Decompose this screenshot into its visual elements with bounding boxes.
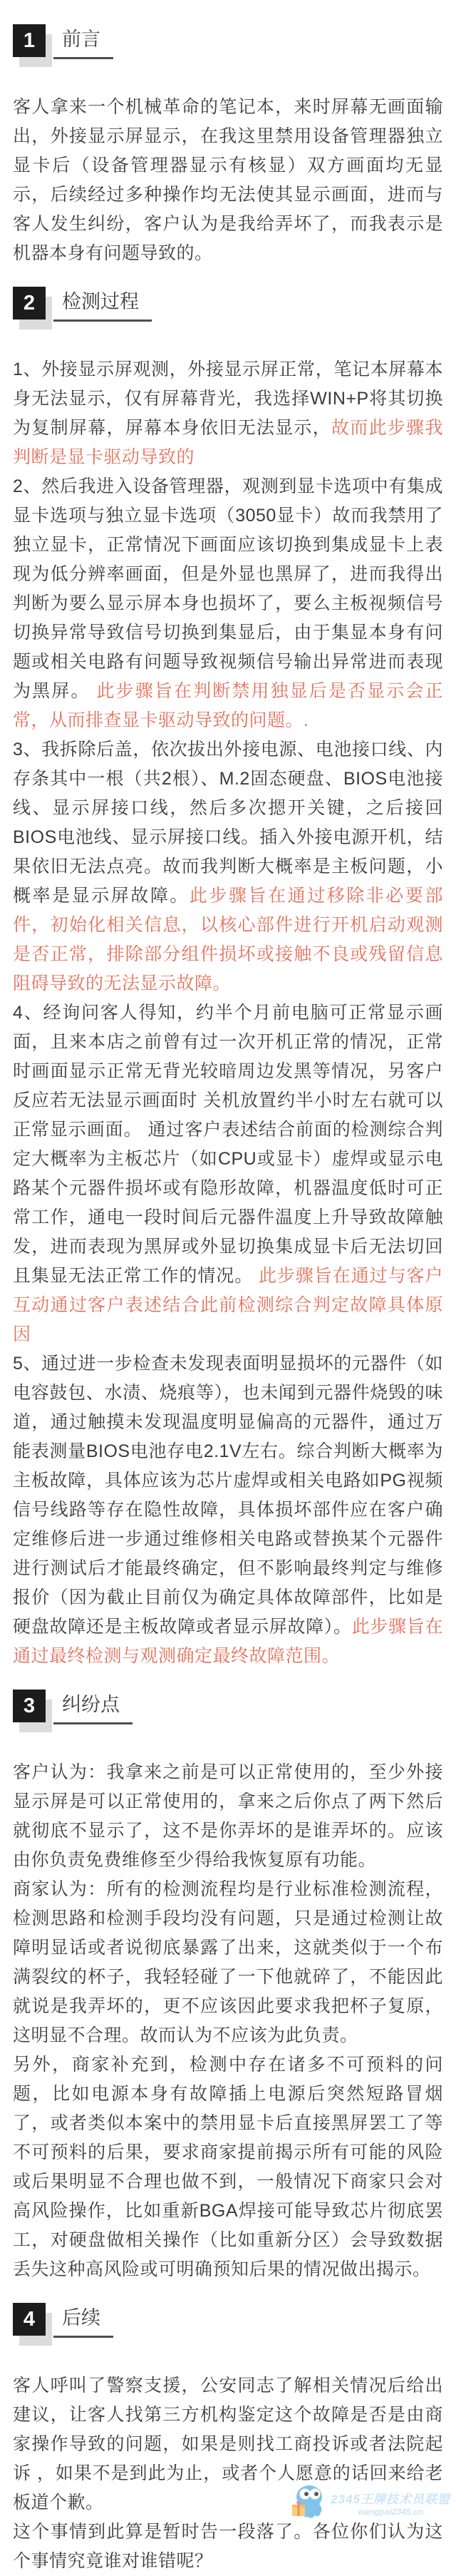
paragraph-text: 5、通过进一步检查未发现表面明显损坏的元器件（如电容鼓包、水渍、烧痕等），也未闻到元器件烧毁的味道，通过触摸未发现温度明显偏高的元器件，通过万能表测量BIOS电池存电2.1V左右。综合判断大概率为主板故障，具体应该为芯片虚焊或相关电路如PG视频信号线路等存在隐性故障，具体损坏部件应在客户确定维修后进一步通过维修相关电路或替换某个元器件进行测试后才能最终确定，但不影响最终判定与维修报价（因为截止目前仅为确定具体故障部件，比如是硬盘故障还是主板故障或者显示屏故障）。 bbox=[13, 1354, 443, 1637]
paragraph-text: 客人拿来一个机械革命的笔记本，来时屏幕无画面输出，外接显示屏显示，在我这里禁用设备管理器独立显卡后（设备管理器显示有核显）双方画面均无显示，后续经过多种操作均无法使其显示画面，进而与客人发生纠纷，客户认为是我给弄坏了，而我表示是机器本身有问题导致的。 bbox=[13, 97, 443, 263]
paragraph-text: 客人呼叫了警察支援，公安同志了解相关情况后给出建议，让客人找第三方机构鉴定这个故障是否是由商家操作导致的问题，如果是则找工商投诉或者法院起诉 ，如果不是到此为止，或者个人愿意的话回来给老板道个歉。 bbox=[13, 2376, 443, 2513]
section-number-box bbox=[13, 24, 53, 68]
paragraph-text: 3、我拆除后盖，依次拔出外接电源、电池接口线、内存条其中一根（共2根）、M.2固态硬盘、BIOS电池接线、显示屏接口线，然后多次摁开关键，之后接回BIOS电池线、显示屏接口线。插入外接电源开机，结果依旧无法点亮。故而我判断大概率是主板问题，小概率是显示屏故障。 bbox=[13, 740, 443, 906]
section-title: 后续 bbox=[53, 2303, 113, 2338]
section-number: 4 bbox=[13, 2303, 46, 2336]
section-number-box bbox=[13, 287, 53, 331]
customer-view-paragraph bbox=[13, 1758, 443, 1875]
detection-step-2 bbox=[13, 472, 443, 735]
watermark-text bbox=[331, 2489, 450, 2517]
section-title: 检测过程 bbox=[53, 287, 152, 322]
section-number-box bbox=[13, 2303, 53, 2347]
closing-question-paragraph bbox=[13, 2518, 443, 2576]
section-number: 2 bbox=[13, 287, 46, 320]
watermark-brand: 2345王牌技术员联盟 bbox=[331, 2493, 450, 2506]
watermark-url: wangpai2345.cn bbox=[358, 2507, 424, 2517]
section-header-followup bbox=[13, 2303, 443, 2347]
mascot-icon bbox=[286, 2481, 328, 2525]
paragraph-text: 1、外接显示屏观测，外接显示屏正常，笔记本屏幕本身无法显示，仅有屏幕背光，我选择WIN+P将其切换为复制屏幕，屏幕本身依旧无法显示， bbox=[13, 359, 443, 438]
paragraph-text: 这个事情到此算是暂时告一段落了。各位你们认为这个事情究竟谁对谁错呢？ bbox=[13, 2522, 443, 2571]
section-header-detection bbox=[13, 287, 443, 331]
section-header-dispute bbox=[13, 1690, 443, 1734]
paragraph-note: 此步骤旨在通过移除非必要部件，初始化相关信息，以核心部件进行开机启动观测是否正常，排除部分组件损坏或接触不良或残留信息阻碍导致的无法显示故障。 bbox=[13, 886, 443, 993]
paragraph-text: 2、然后我进入设备管理器，观测到显卡选项中有集成显卡选项与独立显卡选项（3050显卡）故而我禁用了独立显卡，正常情况下画面应该切换到集成显卡上表现为低分辨率画面，但是外显也黑屏了，进而我得出判断为要么显示屏本身也损坏了，要么主板视频信号切换异常导致信号切换到集显后，由于集显本身有问题或相关电路有问题导致视频信号输出异常进而表现为黑屏。 bbox=[13, 476, 443, 701]
detection-step-4 bbox=[13, 998, 443, 1349]
paragraph-text: 客户认为：我拿来之前是可以正常使用的，至少外接显示屏是可以正常使用的，拿来之后你点了两下然后就彻底不显示了，这不是你弄坏的是谁弄坏的。应该由你负责免费维修至少得给我恢复原有功能。 bbox=[13, 1762, 443, 1870]
section-number: 1 bbox=[13, 24, 46, 57]
paragraph-text: 另外，商家补充到，检测中存在诸多不可预料的问题，比如电源本身有故障插上电源后突然短路冒烟了，或者类似本案中的禁用显卡后直接黑屏罢工了等不可预料的后果，要求商家提前揭示所有可能的风险或后果明显不合理也做不到，一般情况下商家只会对高风险操作，比如重新BGA焊接可能导致芯片彻底罢工，对硬盘做相关操作（比如重新分区）会导致数据丢失这种高风险或可明确预知后果的情况做出揭示。 bbox=[13, 2055, 443, 2279]
section-number: 3 bbox=[13, 1690, 46, 1722]
detection-step-5 bbox=[13, 1349, 443, 1671]
merchant-view-paragraph bbox=[13, 1875, 443, 2050]
detection-step-1 bbox=[13, 355, 443, 472]
section-title: 前言 bbox=[53, 24, 113, 59]
paragraph-note: 此步骤旨在通过最终检测与观测确定最终故障范围。 bbox=[13, 1617, 443, 1666]
paragraph-note: 此步骤旨在判断禁用独显后是否显示会正常，从而排查显卡驱动导致的问题。. bbox=[13, 681, 443, 730]
paragraph bbox=[13, 93, 443, 268]
section-number-box bbox=[13, 1690, 53, 1734]
paragraph-text: 商家认为：所有的检测流程均是行业标准检测流程，检测思路和检测手段均没有问题，只是通过检测让故障明显话或者说彻底暴露了出来，这就类似于一个布满裂纹的杯子，我轻轻碰了一下他就碎了，不能因此就说是我弄坏的，更不应该因此要求我把杯子复原，这明显不合理。故而认为不应该为此负责。 bbox=[13, 1879, 443, 2045]
paragraph-note: 故而此步骤我判断是显卡驱动导致的 bbox=[13, 418, 443, 467]
section-header-foreword bbox=[13, 24, 443, 68]
watermark bbox=[286, 2481, 450, 2525]
paragraph-note: 此步骤旨在通过与客户互动通过客户表述结合此前检测综合判定故障具体原因 bbox=[13, 1266, 443, 1344]
detection-step-3 bbox=[13, 735, 443, 998]
merchant-addendum-paragraph bbox=[13, 2050, 443, 2284]
paragraph-text: 4、经询问客人得知，约半个月前电脑可正常显示画面，且来本店之前曾有过一次开机正常的情况，正常时画面显示正常无背光较暗周边发黑等情况，另客户反应若无法显示画面时 关机放置约半小时左右就可以 正常显示画面。 通过客户表述结合前面的检测综合判定大概率为主板芯片（如CPU或显卡）虚焊或显示电路某个元器件损坏或有隐形故障，机器温度低时可正常工作，通电一段时间后元器件温度上升导致故障触发，进而表现为黑屏或外显切换集成显卡后无法切回且集显无法正常工作的情况。 bbox=[13, 1003, 443, 1286]
section-title: 纠纷点 bbox=[53, 1690, 133, 1724]
